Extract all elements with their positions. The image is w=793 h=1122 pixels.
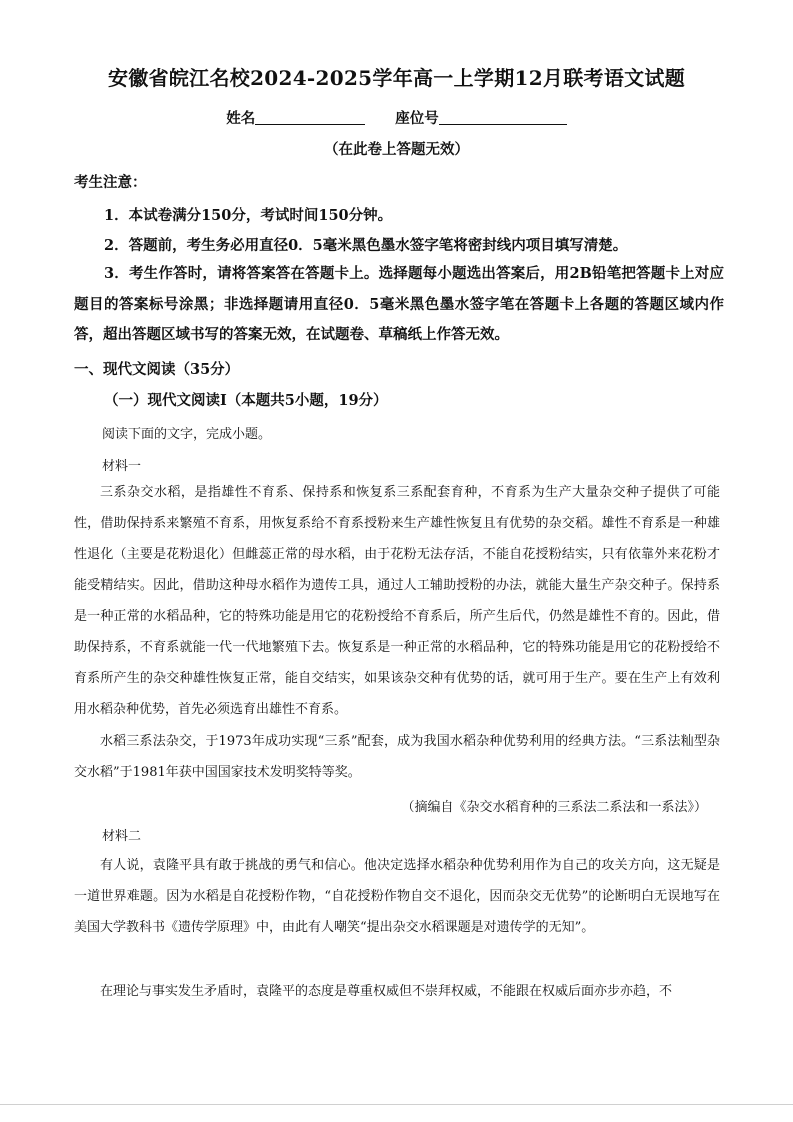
instruction-item: 1．本试卷满分150分，考试时间150分钟。: [104, 207, 393, 224]
material1-source: （摘编自《杂交水稻育种的三系法二系法和一系法》）: [401, 800, 707, 815]
student-info-row: [0, 107, 793, 128]
material2-paragraph: 在理论与事实发生矛盾时，袁隆平的态度是尊重权威但不崇拜权威，不能跟在权威后面亦步亦趋，不: [100, 984, 673, 999]
page-divider: [0, 1104, 793, 1105]
section-heading: 一、现代文阅读（35分）: [74, 361, 240, 378]
instructions-heading: 考生注意：: [74, 174, 147, 191]
material2-paragraph: 有人说，袁隆平具有敢于挑战的勇气和信心。他决定选择水稻杂种优势利用作为自己的攻关方向，这无疑是一道世界难题。因为水稻是自花授粉作物，“自花授粉作物自交不退化，因而杂交无优势”的论断明白无误地写在美国大学教科书《遗传学原理》中，由此有人嘲笑“提出杂交水稻课题是对遗传学的无知”。: [74, 858, 720, 935]
material-label: 材料二: [102, 829, 142, 844]
seat-label: 座位号: [395, 110, 439, 127]
exam-title: 安徽省皖江名校2024-2025学年高一上学期12月联考语文试题: [107, 66, 686, 90]
name-label: 姓名: [226, 110, 256, 127]
instruction-item: 3．考生作答时，请将答案答在答题卡上。选择题每小题选出答案后，用2B铅笔把答题卡上对应题目的答案标号涂黑；非选择题请用直径0．5毫米黑色墨水签字笔在答题卡上各题的答题区域内作答，超出答题区域书写的答案无效，在试题卷、草稿纸上作答无效。: [74, 265, 724, 343]
subsection-heading: （一）现代文阅读Ⅰ（本题共5小题，19分）: [104, 392, 388, 409]
reading-prompt: 阅读下面的文字，完成小题。: [102, 427, 272, 442]
material-label: 材料一: [102, 459, 142, 474]
name-blank[interactable]: [255, 110, 365, 125]
material1-paragraph: 水稻三系法杂交，于1973年成功实现“三系”配套，成为我国水稻杂种优势利用的经典方法。“三系法籼型杂交水稻”于1981年获中国国家技术发明奖特等奖。: [74, 734, 720, 780]
seat-blank[interactable]: [439, 110, 567, 125]
notice-text: （在此卷上答题无效）: [324, 141, 469, 158]
material1-paragraph: 三系杂交水稻，是指雄性不育系、保持系和恢复系三系配套育种，不育系为生产大量杂交种子提供了可能性，借助保持系来繁殖不育系，用恢复系给不育系授粉来生产雄性恢复且有优势的杂交稻。雄性不育系是一种雄性退化（主要是花粉退化）但雌蕊正常的母水稻，由于花粉无法存活，不能自花授粉结实，只有依靠外来花粉才能受精结实。因此，借助这种母水稻作为遗传工具，通过人工辅助授粉的办法，就能大量生产杂交种子。保持系是一种正常的水稻品种，它的特殊功能是用它的花粉授给不育系后，所产生后代，仍然是雄性不育的。因此，借助保持系，不育系就能一代一代地繁殖下去。恢复系是一种正常的水稻品种，它的特殊功能是用它的花粉授给不育系所产生的杂交种雄性恢复正常，能自交结实，如果该杂交种有优势的话，就可用于生产。要在生产上有效利用水稻杂种优势，首先必须选育出雄性不育系。: [74, 485, 720, 717]
instruction-item: 2．答题前，考生务必用直径0．5毫米黑色墨水签字笔将密封线内项目填写清楚。: [104, 237, 628, 254]
